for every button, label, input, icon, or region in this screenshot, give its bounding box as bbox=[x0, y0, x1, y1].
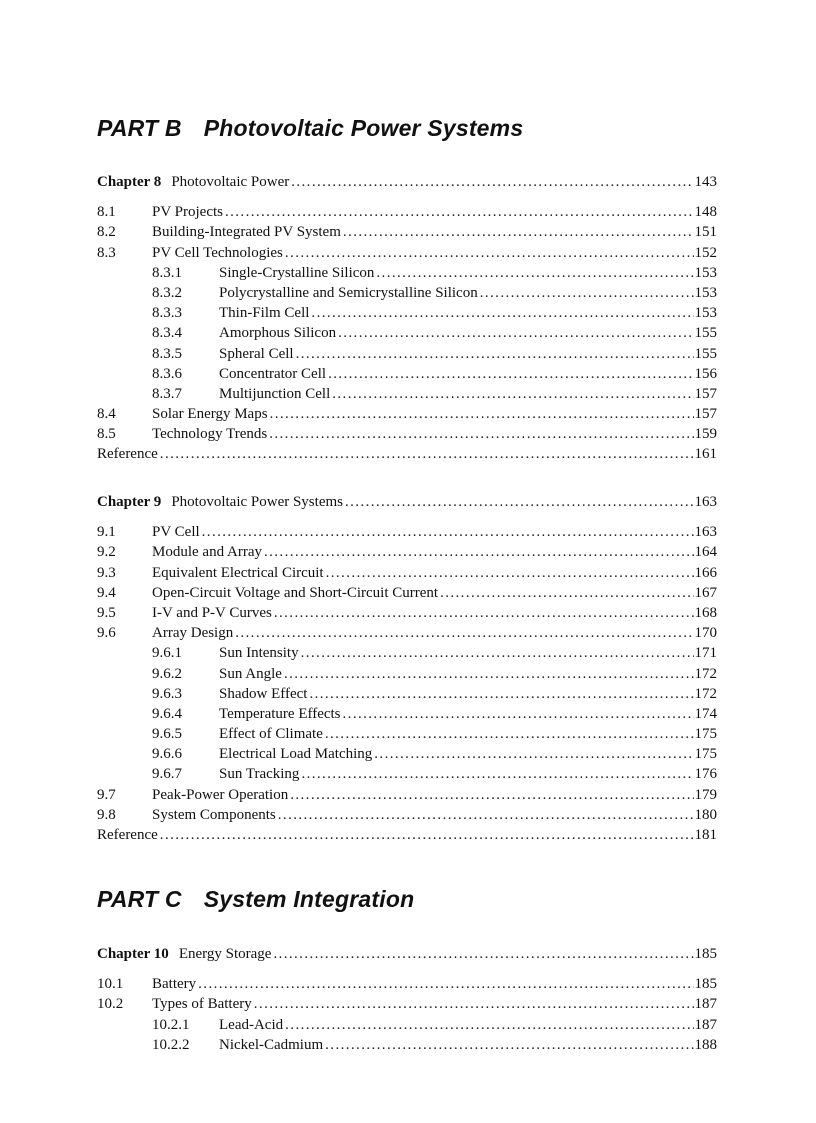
reference-title: Reference bbox=[97, 446, 158, 463]
section-number: 9.7 bbox=[97, 786, 116, 803]
dot-leader bbox=[290, 785, 693, 805]
page-number: 168 bbox=[694, 604, 717, 621]
section-title: Equivalent Electrical Circuit bbox=[152, 564, 324, 581]
subsection-title: Amorphous Silicon bbox=[219, 325, 337, 342]
page-number: 143 bbox=[694, 174, 717, 190]
page-number: 157 bbox=[694, 385, 717, 402]
toc-subentry[interactable] bbox=[97, 263, 717, 283]
page-number: 157 bbox=[694, 406, 717, 423]
dot-leader bbox=[284, 664, 694, 684]
toc-subentry[interactable] bbox=[97, 303, 717, 323]
page-number: 175 bbox=[694, 746, 717, 763]
dot-leader bbox=[343, 704, 694, 724]
section-title: PV Cell bbox=[152, 524, 200, 541]
toc-entry[interactable] bbox=[97, 994, 717, 1014]
subsection-title: Concentrator Cell bbox=[219, 365, 327, 382]
toc-entry[interactable] bbox=[97, 404, 717, 424]
toc-entry[interactable] bbox=[97, 785, 717, 805]
dot-leader bbox=[309, 684, 693, 704]
toc-entry[interactable] bbox=[97, 243, 717, 263]
chapter-title: Photovoltaic Power bbox=[171, 174, 290, 190]
subsection-title: Single-Crystalline Silicon bbox=[219, 264, 375, 281]
toc-subentry[interactable] bbox=[97, 664, 717, 684]
section-number: 8.2 bbox=[97, 224, 116, 241]
section-number: 10.2 bbox=[97, 996, 124, 1013]
chapter-number: Chapter 8 bbox=[97, 174, 162, 190]
page-number: 170 bbox=[694, 625, 717, 642]
toc-entry[interactable] bbox=[97, 583, 717, 603]
subsection-title: Effect of Climate bbox=[219, 726, 323, 743]
chapter-number: Chapter 10 bbox=[97, 946, 169, 962]
dot-leader bbox=[264, 542, 694, 562]
subsection-title: Shadow Effect bbox=[219, 685, 308, 702]
chapter-number: Chapter 9 bbox=[97, 494, 162, 510]
toc-entry[interactable] bbox=[97, 222, 717, 242]
subsection-number: 10.2.1 bbox=[152, 1016, 190, 1033]
page-number: 153 bbox=[694, 305, 717, 322]
section-title: Building-Integrated PV System bbox=[152, 224, 341, 241]
toc-entry[interactable] bbox=[97, 522, 717, 542]
section-number: 9.3 bbox=[97, 564, 116, 581]
page-number: 180 bbox=[694, 806, 717, 823]
dot-leader bbox=[338, 323, 693, 343]
section-title: Array Design bbox=[152, 625, 234, 642]
dot-leader bbox=[440, 583, 693, 603]
page-number: 155 bbox=[694, 325, 717, 342]
subsection-number: 9.6.5 bbox=[152, 726, 182, 743]
subsection-title: Electrical Load Matching bbox=[219, 746, 373, 763]
toc-subentry[interactable] bbox=[97, 364, 717, 384]
section-number: 8.1 bbox=[97, 204, 116, 221]
chapter-9-toc bbox=[97, 492, 717, 845]
subsection-title: Polycrystalline and Semicrystalline Silicon bbox=[219, 284, 478, 301]
chapter-10-toc bbox=[97, 944, 717, 1055]
subsection-number: 8.3.4 bbox=[152, 325, 182, 342]
chapter-title: Photovoltaic Power Systems bbox=[171, 494, 343, 510]
section-number: 9.2 bbox=[97, 544, 116, 561]
subsection-title: Thin-Film Cell bbox=[219, 305, 310, 322]
page-number: 188 bbox=[694, 1036, 717, 1053]
subsection-number: 8.3.5 bbox=[152, 345, 182, 362]
dot-leader bbox=[273, 944, 693, 964]
toc-subentry[interactable] bbox=[97, 643, 717, 663]
toc-subentry[interactable] bbox=[97, 344, 717, 364]
page-number: 164 bbox=[694, 544, 717, 561]
section-title: Battery bbox=[152, 976, 197, 993]
dot-leader bbox=[285, 1015, 693, 1035]
toc-subentry[interactable] bbox=[97, 744, 717, 764]
toc-entry[interactable] bbox=[97, 974, 717, 994]
subsection-title: Nickel-Cadmium bbox=[219, 1036, 324, 1053]
part-c-heading bbox=[97, 886, 414, 913]
section-title: System Components bbox=[152, 806, 276, 823]
page-number: 155 bbox=[694, 345, 717, 362]
toc-subentry[interactable] bbox=[97, 724, 717, 744]
page-number: 172 bbox=[694, 685, 717, 702]
part-label: PART B bbox=[97, 115, 182, 141]
page-number: 148 bbox=[694, 204, 717, 221]
section-title: Module and Array bbox=[152, 544, 262, 561]
subsection-number: 9.6.7 bbox=[152, 766, 182, 783]
page-number: 166 bbox=[694, 564, 717, 581]
page-number: 153 bbox=[694, 284, 717, 301]
dot-leader bbox=[374, 744, 693, 764]
dot-leader bbox=[278, 805, 694, 825]
subsection-title: Sun Intensity bbox=[219, 645, 299, 662]
section-number: 10.1 bbox=[97, 976, 124, 993]
part-b-heading bbox=[97, 115, 523, 142]
chapter-heading-row[interactable] bbox=[97, 492, 717, 512]
subsection-number: 9.6.1 bbox=[152, 645, 182, 662]
dot-leader bbox=[225, 202, 694, 222]
page-number: 187 bbox=[694, 1016, 717, 1033]
page-number: 187 bbox=[694, 996, 717, 1013]
dot-leader bbox=[343, 222, 694, 242]
part-title: Photovoltaic Power Systems bbox=[203, 115, 524, 141]
page-number: 179 bbox=[694, 786, 717, 803]
section-title: Peak-Power Operation bbox=[152, 786, 289, 803]
dot-leader bbox=[301, 643, 694, 663]
section-title: PV Cell Technologies bbox=[152, 244, 283, 261]
subsection-number: 8.3.7 bbox=[152, 385, 182, 402]
dot-leader bbox=[325, 724, 694, 744]
subsection-number: 9.6.6 bbox=[152, 746, 182, 763]
section-number: 8.4 bbox=[97, 406, 116, 423]
page-number: 181 bbox=[694, 827, 717, 843]
subsection-number: 8.3.1 bbox=[152, 264, 182, 281]
section-title: Open-Circuit Voltage and Short-Circuit Current bbox=[152, 584, 439, 601]
section-title: Technology Trends bbox=[152, 426, 268, 443]
page-number: 175 bbox=[694, 726, 717, 743]
section-number: 9.6 bbox=[97, 625, 116, 642]
page-number: 153 bbox=[694, 264, 717, 281]
toc-subentry[interactable] bbox=[97, 764, 717, 784]
toc-subentry[interactable] bbox=[97, 283, 717, 303]
subsection-number: 8.3.6 bbox=[152, 365, 182, 382]
toc-entry[interactable] bbox=[97, 805, 717, 825]
reference-title: Reference bbox=[97, 827, 158, 843]
page-number: 176 bbox=[694, 766, 717, 783]
section-number: 9.5 bbox=[97, 604, 116, 621]
dot-leader bbox=[326, 563, 694, 583]
dot-leader bbox=[301, 764, 693, 784]
section-number: 9.8 bbox=[97, 806, 116, 823]
toc-subentry[interactable] bbox=[97, 1015, 717, 1035]
dot-leader bbox=[202, 522, 694, 542]
dot-leader bbox=[480, 283, 694, 303]
toc-subentry[interactable] bbox=[97, 684, 717, 704]
dot-leader bbox=[160, 825, 694, 845]
toc-entry[interactable] bbox=[97, 202, 717, 222]
dot-leader bbox=[311, 303, 693, 323]
dot-leader bbox=[235, 623, 693, 643]
page-number: 167 bbox=[694, 584, 717, 601]
dot-leader bbox=[332, 384, 693, 404]
subsection-number: 8.3.3 bbox=[152, 305, 182, 322]
section-number: 8.5 bbox=[97, 426, 116, 443]
chapter-title: Energy Storage bbox=[178, 946, 272, 962]
dot-leader bbox=[291, 172, 693, 192]
dot-leader bbox=[345, 492, 694, 512]
dot-leader bbox=[270, 404, 694, 424]
dot-leader bbox=[198, 974, 693, 994]
chapter-heading-row[interactable] bbox=[97, 944, 717, 964]
section-number: 9.4 bbox=[97, 584, 116, 601]
toc-entry[interactable] bbox=[97, 603, 717, 623]
section-number: 9.1 bbox=[97, 524, 116, 541]
toc-subentry[interactable] bbox=[97, 323, 717, 343]
dot-leader bbox=[328, 364, 693, 384]
page-number: 171 bbox=[694, 645, 717, 662]
page-number: 172 bbox=[694, 665, 717, 682]
subsection-title: Lead-Acid bbox=[219, 1016, 284, 1033]
dot-leader bbox=[254, 994, 694, 1014]
reference-entry[interactable] bbox=[97, 444, 717, 464]
page-number: 161 bbox=[694, 446, 717, 463]
section-title: PV Projects bbox=[152, 204, 223, 221]
toc-entry[interactable] bbox=[97, 424, 717, 444]
subsection-number: 9.6.3 bbox=[152, 685, 182, 702]
dot-leader bbox=[285, 243, 694, 263]
dot-leader bbox=[325, 1035, 693, 1055]
subsection-number: 10.2.2 bbox=[152, 1036, 190, 1053]
toc-subentry[interactable] bbox=[97, 384, 717, 404]
toc-subentry[interactable] bbox=[97, 704, 717, 724]
dot-leader bbox=[376, 263, 693, 283]
toc-entry[interactable] bbox=[97, 563, 717, 583]
subsection-title: Multijunction Cell bbox=[219, 385, 331, 402]
part-label: PART C bbox=[97, 886, 182, 912]
section-title: I-V and P-V Curves bbox=[152, 604, 272, 621]
dot-leader bbox=[269, 424, 693, 444]
page-number: 185 bbox=[694, 976, 717, 993]
reference-entry[interactable] bbox=[97, 825, 717, 845]
page-number: 174 bbox=[694, 705, 717, 722]
dot-leader bbox=[296, 344, 694, 364]
section-number: 8.3 bbox=[97, 244, 116, 261]
section-title: Solar Energy Maps bbox=[152, 406, 268, 423]
toc-entry[interactable] bbox=[97, 542, 717, 562]
subsection-title: Sun Angle bbox=[219, 665, 282, 682]
dot-leader bbox=[160, 444, 694, 464]
section-title: Types of Battery bbox=[152, 996, 252, 1013]
page-number: 159 bbox=[694, 426, 717, 443]
subsection-title: Temperature Effects bbox=[219, 705, 341, 722]
subsection-number: 9.6.4 bbox=[152, 705, 182, 722]
page-number: 185 bbox=[694, 946, 717, 962]
part-title: System Integration bbox=[203, 886, 415, 912]
subsection-title: Sun Tracking bbox=[219, 766, 300, 783]
subsection-number: 9.6.2 bbox=[152, 665, 182, 682]
subsection-title: Spheral Cell bbox=[219, 345, 294, 362]
toc-entry[interactable] bbox=[97, 623, 717, 643]
chapter-heading-row[interactable] bbox=[97, 172, 717, 192]
page-number: 163 bbox=[694, 494, 717, 510]
chapter-8-toc bbox=[97, 172, 717, 465]
subsection-number: 8.3.2 bbox=[152, 284, 182, 301]
page-number: 163 bbox=[694, 524, 717, 541]
page-number: 152 bbox=[694, 244, 717, 261]
page-number: 156 bbox=[694, 365, 717, 382]
toc-subentry[interactable] bbox=[97, 1035, 717, 1055]
page-number: 151 bbox=[694, 224, 717, 241]
dot-leader bbox=[274, 603, 694, 623]
